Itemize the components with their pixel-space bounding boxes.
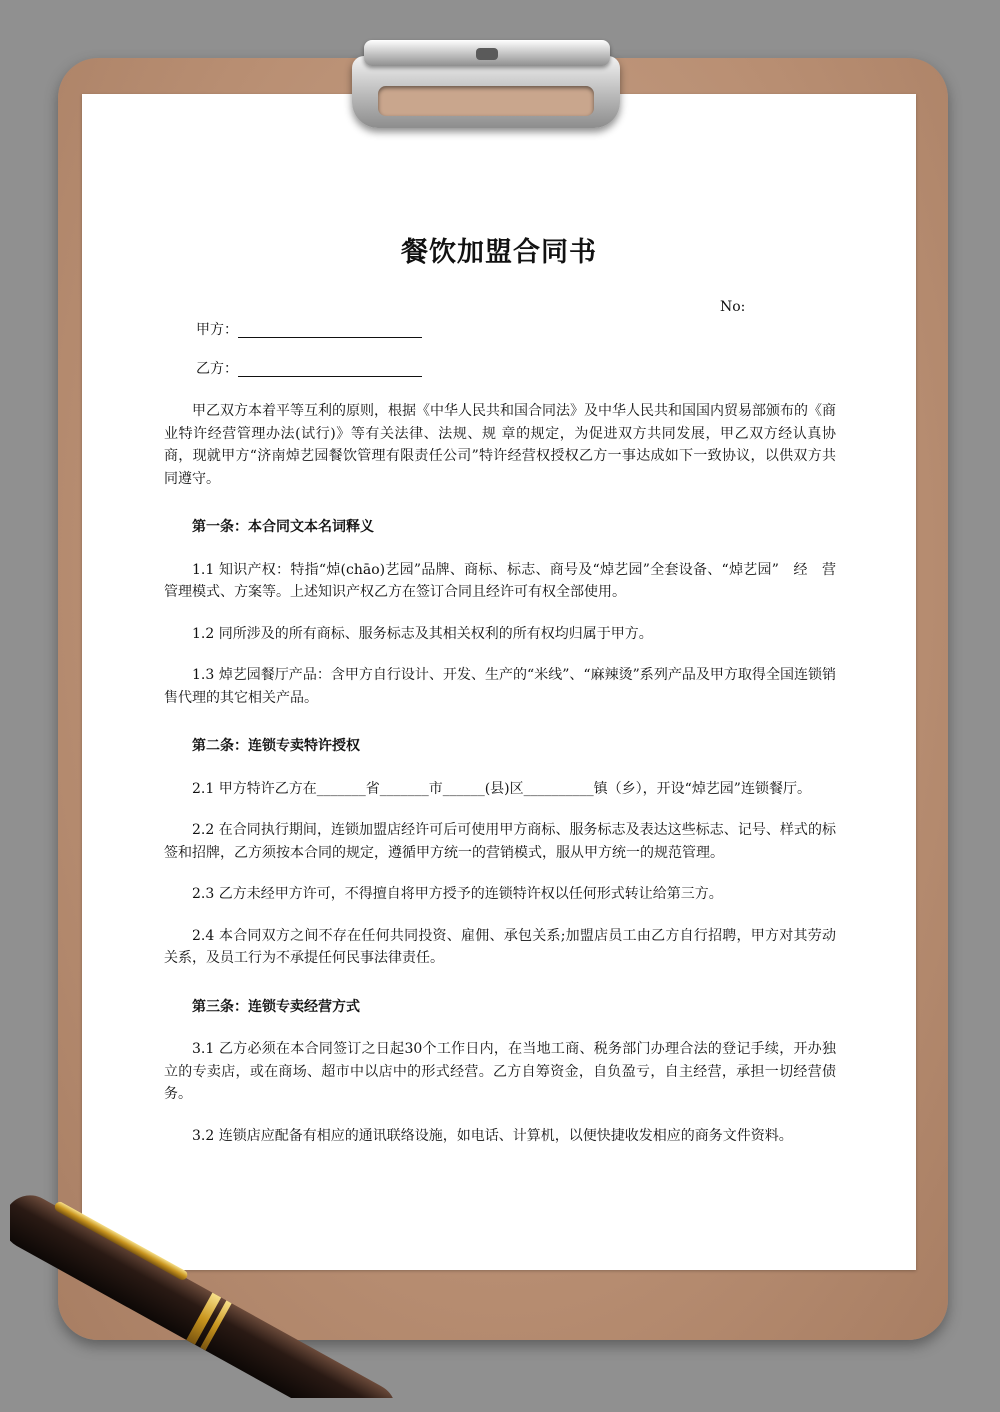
intro-paragraph: 甲乙双方本着平等互利的原则，根据《中华人民共和国合同法》及中华人民共和国国内贸易部颁布的《商业特许经营管理办法(试行)》等有关法律、法规、规 章的规定，为促进双方共同发展，甲乙双方经认真协商，现就甲方“济南焯艺园餐饮管理有限责任公司”特许经营权授权乙方一事达成如下一致协议，以供双方共同遵守。 [164, 403, 836, 487]
clause-2-2: 2.2 在合同执行期间，连锁加盟店经许可后可使用甲方商标、服务标志及表达这些标志、记号、样式的标签和招牌，乙方须按本合同的规定，遵循甲方统一的营销模式，服从甲方统一的规范管理。 [164, 822, 836, 861]
contract-number-label: No: [720, 299, 746, 315]
clause-1-2: 1.2 同所涉及的所有商标、服务标志及其相关权利的所有权均归属于甲方。 [192, 625, 653, 642]
contract-body [164, 400, 850, 1166]
clip-window [378, 86, 594, 116]
metal-clip-base [352, 56, 620, 128]
clause-2-4: 2.4 本合同双方之间不存在任何共同投资、雇佣、承包关系;加盟店员工由乙方自行招聘，甲方对其劳动关系，及员工行为不承提任何民事法律责任。 [164, 927, 836, 966]
party-b-label: 乙方： [196, 361, 238, 377]
clause-2-1: 2.1 甲方特许乙方在_______省_______市______(县)区__________镇（乡），开设“焯艺园”连锁餐厅。 [192, 780, 811, 797]
clause-3-2: 3.2 连锁店应配备有相应的通讯联络设施，如电话、计算机，以便快捷收发相应的商务文件资料。 [192, 1127, 793, 1144]
clip-knob [476, 48, 498, 60]
document-title: 餐饮加盟合同书 [401, 237, 597, 268]
party-b-line [196, 358, 422, 378]
clause-3-1: 3.1 乙方必须在本合同签订之日起30个工作日内，在当地工商、税务部门办理合法的登记手续，开办独立的专卖店，或在商场、超市中以店中的形式经营。乙方自筹资金，自负盈亏，自主经营，承担一切经营债务。 [164, 1041, 836, 1102]
section-2-heading: 第二条：连锁专卖特许授权 [192, 738, 360, 754]
party-b-blank [238, 362, 422, 377]
clause-1-3: 1.3 焯艺园餐厅产品：含甲方自行设计、开发、生产的“米线”、“麻辣烫”系列产品及甲方取得全国连锁销售代理的其它相关产品。 [164, 667, 836, 706]
fountain-pen-icon [10, 1168, 550, 1398]
party-a-label: 甲方： [196, 322, 238, 338]
party-a-line [196, 319, 422, 339]
clause-1-1: 1.1 知识产权：特指“焯(chāo)艺园”品牌、商标、标志、商号及“焯艺园”全套设备、“焯艺园” 经 营 管理模式、方案等。上述知识产权乙方在签订合同且经许可有权全部使用。 [164, 561, 850, 600]
contract-page [82, 94, 916, 1270]
section-3-heading: 第三条：连锁专卖经营方式 [192, 998, 360, 1015]
section-1-heading: 第一条：本合同文本名词释义 [192, 519, 374, 535]
party-a-blank [238, 323, 422, 338]
clause-2-3: 2.3 乙方未经甲方许可，不得擅自将甲方授予的连锁特许权以任何形式转让给第三方。 [192, 886, 723, 902]
